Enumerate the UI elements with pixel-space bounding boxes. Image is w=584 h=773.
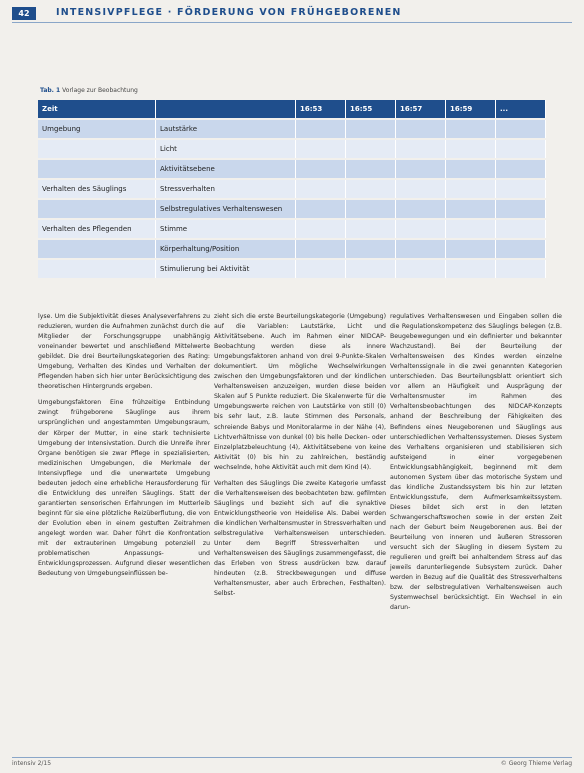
table-header-cell: Zeit (38, 100, 156, 118)
table-header-cell (156, 100, 296, 118)
table-group-cell: Verhalten des Säuglings (38, 180, 156, 198)
table-empty-cell (396, 240, 446, 258)
paragraph: lyse. Um die Subjektivität dieses Analyseverfahrens zu reduzieren, wurden die Aufnahmen zunächst durch die Mitglieder der Forschungsgruppe unabhängig voneinander bewertet und anschließend Mittelwerte gebildet. Die drei Beurteilungskategorien des Rating: Umgebung, Verhalten des Kindes und Verhalten der Pflegenden haben sich hier unter Berücksichtigung des theoretischen Hintergrunds ergeben. (38, 313, 210, 391)
table-empty-cell (296, 220, 346, 238)
table-row (38, 120, 546, 138)
table-header-cell: 16:55 (346, 100, 396, 118)
table-empty-cell (296, 120, 346, 138)
table-group-cell (38, 240, 156, 258)
table-header-cell: 16:57 (396, 100, 446, 118)
table-empty-cell (346, 220, 396, 238)
table-group-cell (38, 160, 156, 178)
table-item-cell: Licht (156, 140, 296, 158)
table-group-cell: Umgebung (38, 120, 156, 138)
table-empty-cell (346, 260, 396, 278)
table-empty-cell (396, 120, 446, 138)
page-number: 42 (12, 7, 36, 20)
paragraph: Verhalten des Säuglings Die zweite Kategorie umfasst die Verhaltensweisen des beobachteten bzw. gefilmten Säuglings und bezieht sich auf die synaktive Entwicklungstheorie von Heidelise Als. Dabei werden die kindlichen Verhaltensmuster in Stressverhalten und selbstregulative Verhaltensweisen unterschieden. Unter dem Begriff Stressverhalten und Verhaltensweisen des Säuglings zusammengefasst, die das Erleben von Stress ausdrücken bzw. darauf hindeuten (z.B. Streckbewegungen und diffuse Verhaltensmuster, aber auch Erbrechen, Festhalten). Selbst- (214, 479, 386, 598)
table-group-cell (38, 260, 156, 278)
paragraph: zieht sich die erste Beurteilungskategorie (Umgebung) auf die Variablen: Lautstärke, Licht und Aktivitätsebene. Auch im Rahmen einer NIDCAP-Beobachtung werden diese als innere Umgebungsfaktoren anhand von drei 9-Punkte-Skalen dokumentiert. Um mögliche Wechselwirkungen zwischen den Umgebungsfaktoren und der kindlichen Verhaltensweisen anzuzeigen, wurden diese beiden Skalen auf 5 Punkte reduziert. Die Skalenwerte für die Umgebungswerte reichen von Lautstärke von still (0) bis sehr laut, z.B. laute Stimmen des Personals, schreiende Babys und Monitoralarme in der Nähe (4), Lichtverhältnisse von dunkel (0) bis helle Decken- oder Einzelplatzbeleuchtung (4), Aktivitätsebene von keine Aktivität (0) bis hin zu zahlreichen, beständig wechselnde, hohe Aktivität auch mit dem Kind (4). (214, 313, 386, 471)
table-empty-cell (496, 160, 546, 178)
table-empty-cell (296, 200, 346, 218)
table-empty-cell (446, 200, 496, 218)
table-item-cell: Stressverhalten (156, 180, 296, 198)
table-empty-cell (446, 120, 496, 138)
table-empty-cell (346, 200, 396, 218)
table-empty-cell (496, 120, 546, 138)
text-column-3 (390, 312, 562, 619)
table-empty-cell (496, 200, 546, 218)
table-group-cell (38, 200, 156, 218)
page-footer (12, 758, 572, 770)
table-empty-cell (446, 180, 496, 198)
table-group-cell: Verhalten des Pflegenden (38, 220, 156, 238)
footer-publisher: © Georg Thieme Verlag (500, 760, 572, 767)
table-item-cell: Lautstärke (156, 120, 296, 138)
table-group-cell (38, 140, 156, 158)
table-item-cell: Körperhaltung/Position (156, 240, 296, 258)
table-row (38, 260, 546, 278)
table-empty-cell (496, 140, 546, 158)
table-empty-cell (396, 160, 446, 178)
table-empty-cell (446, 220, 496, 238)
table-header-cell: 16:59 (446, 100, 496, 118)
text-column-2 (214, 312, 386, 605)
table-empty-cell (296, 160, 346, 178)
table-empty-cell (296, 240, 346, 258)
table-header-cell: 16:53 (296, 100, 346, 118)
table-empty-cell (496, 180, 546, 198)
paragraph: regulatives Verhaltenswesen und Eingaben sollen die die Regulationskompetenz des Säuglings belegen (z.B. Beugebewegungen und ein definierter und bekannter Wachzustand). Bei der Beurteilung der Verhaltensweisen des Kindes werden einzelne Verhaltenssignale in die zwei genannten Kategorien unterschieden. Das Beurteilungsblatt orientiert sich vor allem an Häufigkeit und Ausprägung der Verhaltensmuster im Rahmen des Verhaltensbeobachtungen des NIDCAP-Konzepts anhand der Beschreibung der Fähigkeiten des Befindens eines Neugeborenen und Säuglings aus unterschiedlichen Verhaltenssystemen. Dieses System des Verhaltens organisieren und stabilisieren sich aufsteigend in einer vorgegebenen Entwicklungsabhängigkeit, beginnend mit dem autonomen System über das motorische System und das kindliche Zustandssystem bis hin zur letzten Entwicklungsstufe, dem Aufmerksamkeitssystem. Dieses bildet sich erst in den letzten Schwangerschaftswochen sowie in der ersten Zeit nach der Geburt beim Neugeborenen aus. Bei der Beurteilung von inneren und äußeren Stressoren versucht sich der Säugling in diesem System zu regulieren und greift bei anhaltendem Stress auf das jeweils darunterliegende Subsystem zurück. Daher werden in Bezug auf die Qualität des Stressverhaltens bzw. der selbstregulativen Verhaltensweisen auch Systemwechsel berücksichtigt. Ein Wechsel in ein darun- (390, 313, 562, 612)
table-empty-cell (346, 120, 396, 138)
table-empty-cell (346, 160, 396, 178)
footer-journal: intensiv 2/15 (12, 760, 52, 767)
paragraph: Umgebungsfaktoren Eine frühzeitige Entbindung zwingt frühgeborene Säuglinge aus ihrem ursprünglichen und angestammten Umgebungsraum, der Körper der Mutter, in eine stark technisierte Umgebung der Intensivstation. Durch die Unreife ihrer Organe benötigen sie zwar Pflege in spezialisierten, medizinischen Umgebungen, die Merkmale der Intensivpflege und die unerwartete Umgebung bedeuten jedoch eine erhebliche Herausforderung für die Entwicklung des unreifen Säuglings. Statt der garantierten sensorischen Erfahrungen im Mutterleib beginnt für sie eine plötzliche Reizüberflutung, die von der Evolution eben in einem gestuften Zeitrahmen angelegt worden war. Daher führt die Konfrontation mit der extrauterinen Umgebung potenziell zu problematischen Anpassungs- und Entwicklungsprozessen. Aufgrund dieser wesentlichen Bedeutung von Umgebungseinflüssen be- (38, 399, 210, 578)
table-empty-cell (446, 140, 496, 158)
table-empty-cell (446, 160, 496, 178)
table-empty-cell (296, 180, 346, 198)
table-empty-cell (346, 240, 396, 258)
table-caption (40, 87, 138, 94)
table-empty-cell (496, 260, 546, 278)
table-empty-cell (296, 140, 346, 158)
table-caption-label: Tab. 1 (40, 87, 61, 94)
running-title: INTENSIVPFLEGE · FÖRDERUNG VON FRÜHGEBORENEN (56, 7, 402, 18)
table-row (38, 160, 546, 178)
page-header (0, 0, 584, 24)
text-column-1 (38, 312, 210, 585)
table-empty-cell (496, 220, 546, 238)
table-row (38, 200, 546, 218)
table-empty-cell (396, 220, 446, 238)
table-empty-cell (296, 260, 346, 278)
table-empty-cell (346, 180, 396, 198)
table-empty-cell (446, 260, 496, 278)
table-row (38, 220, 546, 238)
table-item-cell: Stimme (156, 220, 296, 238)
table-empty-cell (346, 140, 396, 158)
table-empty-cell (396, 140, 446, 158)
header-rule (12, 22, 572, 23)
table-header-cell: ... (496, 100, 546, 118)
table-empty-cell (396, 200, 446, 218)
table-row (38, 140, 546, 158)
table-item-cell: Selbstregulatives Verhaltenswesen (156, 200, 296, 218)
table-item-cell: Aktivitätsebene (156, 160, 296, 178)
table-caption-text: Vorlage zur Beobachtung (62, 87, 138, 94)
table-empty-cell (446, 240, 496, 258)
table-row (38, 180, 546, 198)
table-item-cell: Stimulierung bei Aktivität (156, 260, 296, 278)
table-empty-cell (396, 260, 446, 278)
table-header-row (38, 100, 546, 118)
table-row (38, 240, 546, 258)
table-empty-cell (496, 240, 546, 258)
table-empty-cell (396, 180, 446, 198)
